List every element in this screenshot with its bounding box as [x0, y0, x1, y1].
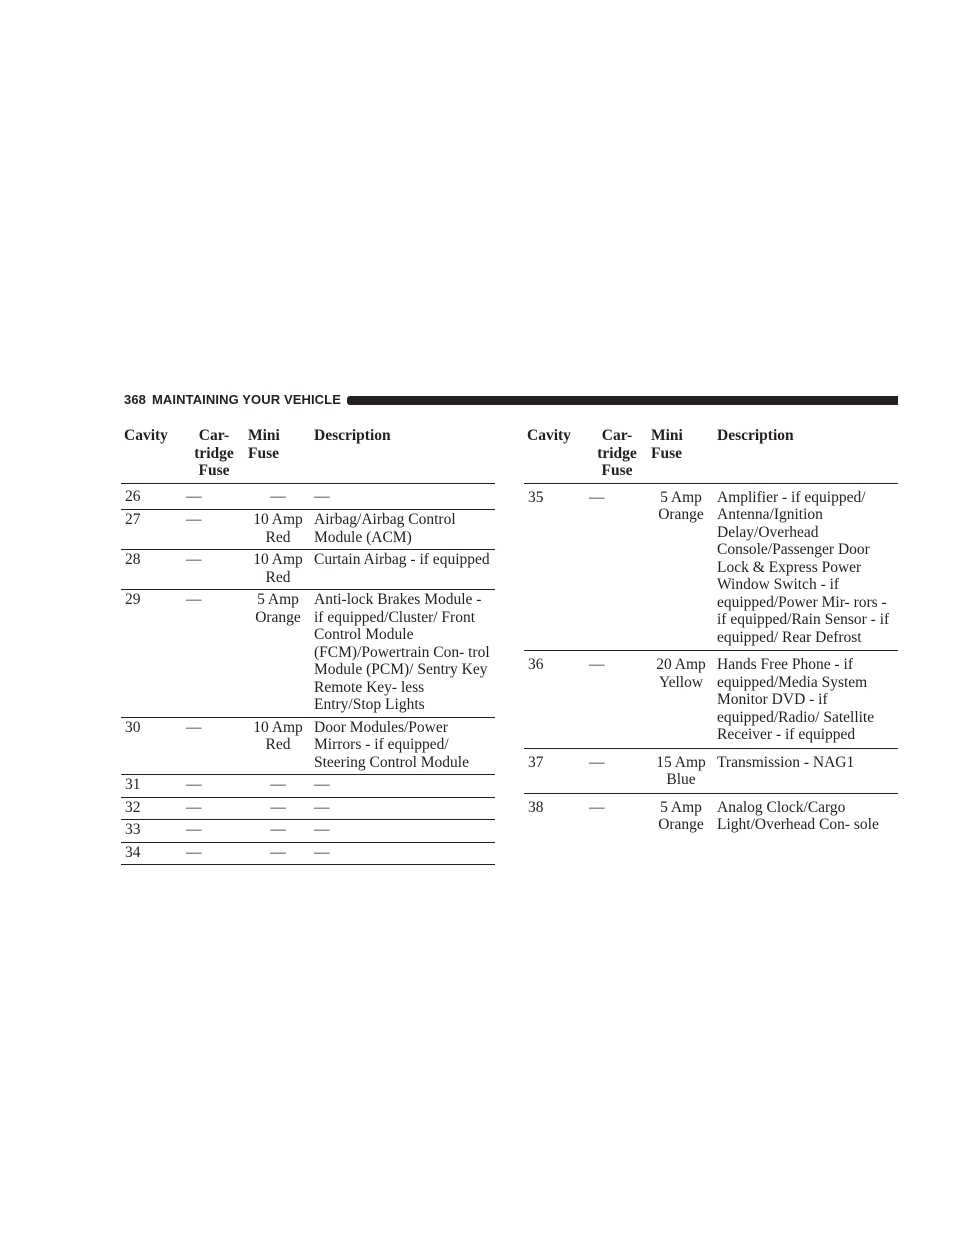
- cartridge-fuse-cell: —: [183, 797, 245, 820]
- cartridge-fuse-cell: —: [183, 483, 245, 510]
- description-cell: Anti-lock Brakes Module - if equipped/Cluster/ Front Control Module (FCM)/Powertrain Con- trol Module (PCM)/ Sentry Key Remote Key- less Entry/Stop Lights: [311, 590, 495, 718]
- cavity-cell: 30: [121, 717, 183, 775]
- table-row: [524, 651, 898, 749]
- cavity-cell: 34: [121, 842, 183, 865]
- mini-fuse-cell: 10 Amp Red: [245, 550, 311, 590]
- table-row: [524, 793, 898, 838]
- mini-fuse-cell: —: [245, 797, 311, 820]
- table-header-row: [121, 424, 495, 483]
- cavity-cell: 33: [121, 820, 183, 843]
- description-cell: Analog Clock/Cargo Light/Overhead Con- sole: [717, 798, 879, 833]
- cartridge-fuse-cell: —: [183, 820, 245, 843]
- section-title: MAINTAINING YOUR VEHICLE: [152, 392, 341, 407]
- description-cell: Curtain Airbag - if equipped: [311, 550, 495, 590]
- col-header-cartridge-fuse: Car- tridge Fuse: [183, 424, 245, 483]
- description-cell: —: [311, 842, 495, 865]
- description-cell: —: [311, 820, 495, 843]
- cavity-cell: 28: [121, 550, 183, 590]
- col-header-mini-fuse: Mini Fuse: [245, 424, 311, 483]
- mini-fuse-cell: —: [245, 775, 311, 798]
- mini-fuse-cell: —: [245, 842, 311, 865]
- description-cell: —: [311, 797, 495, 820]
- cartridge-fuse-cell: —: [586, 748, 648, 793]
- col-header-description: Description: [311, 424, 495, 483]
- header-rule-bar: [347, 396, 898, 405]
- description-cell: —: [311, 775, 495, 798]
- col-header-mini-fuse: Mini Fuse: [648, 424, 714, 483]
- table-row: [121, 483, 495, 510]
- mini-fuse-cell: 5 Amp Orange: [245, 590, 311, 718]
- cavity-cell: 35: [524, 483, 586, 651]
- page-header: [124, 391, 898, 409]
- mini-fuse-cell: —: [245, 820, 311, 843]
- cavity-cell: 36: [524, 651, 586, 749]
- cartridge-fuse-cell: —: [183, 550, 245, 590]
- cavity-cell: 27: [121, 510, 183, 550]
- col-header-cartridge-fuse: Car- tridge Fuse: [586, 424, 648, 483]
- cartridge-fuse-cell: —: [183, 842, 245, 865]
- cavity-cell: 38: [528, 798, 544, 816]
- description-cell: Door Modules/Power Mirrors - if equipped/ Steering Control Module: [311, 717, 495, 775]
- table-row: [121, 590, 495, 718]
- table-row: [121, 842, 495, 865]
- cartridge-fuse-cell: —: [183, 775, 245, 798]
- col-header-cavity: Cavity: [524, 424, 586, 483]
- table-row: [121, 797, 495, 820]
- table-row: [121, 550, 495, 590]
- cavity-cell: 37: [524, 748, 586, 793]
- table-row: [121, 775, 495, 798]
- mini-fuse-cell: 10 Amp Red: [245, 510, 311, 550]
- description-cell: Amplifier - if equipped/ Antenna/Ignition Delay/Overhead Console/Passenger Door Lock & Express Power Window Switch - if equipped/Power Mir- rors - if equipped/Rain Sensor - if equipped/ Rear Defrost: [714, 483, 898, 651]
- cartridge-fuse-cell: —: [183, 510, 245, 550]
- description-cell: Hands Free Phone - if equipped/Media System Monitor DVD - if equipped/Radio/ Satellite Receiver - if equipped: [714, 651, 898, 749]
- cartridge-fuse-cell: —: [586, 483, 648, 651]
- table-header-row: [524, 424, 898, 483]
- page-number: 368: [124, 392, 146, 407]
- fuse-table-right: [524, 424, 898, 838]
- mini-fuse-cell: 5 Amp Orange: [658, 798, 704, 833]
- mini-fuse-cell: —: [245, 483, 311, 510]
- cavity-cell: 32: [121, 797, 183, 820]
- table-row: [121, 717, 495, 775]
- mini-fuse-cell: 10 Amp Red: [245, 717, 311, 775]
- table-row: [121, 820, 495, 843]
- cavity-cell: 31: [121, 775, 183, 798]
- cartridge-fuse-cell: —: [183, 590, 245, 718]
- col-header-cavity: Cavity: [121, 424, 183, 483]
- cavity-cell: 26: [121, 483, 183, 510]
- mini-fuse-cell: 15 Amp Blue: [648, 748, 714, 793]
- table-row: [524, 483, 898, 651]
- cartridge-fuse-cell: —: [589, 798, 605, 816]
- mini-fuse-cell: 5 Amp Orange: [648, 483, 714, 651]
- fuse-table-left: [121, 424, 495, 865]
- table-row: [121, 510, 495, 550]
- cartridge-fuse-cell: —: [586, 651, 648, 749]
- mini-fuse-cell: 20 Amp Yellow: [648, 651, 714, 749]
- table-row: [524, 748, 898, 793]
- description-cell: Airbag/Airbag Control Module (ACM): [311, 510, 495, 550]
- description-cell: —: [311, 483, 495, 510]
- col-header-description: Description: [714, 424, 898, 483]
- description-cell: Transmission - NAG1: [714, 748, 898, 793]
- cavity-cell: 29: [121, 590, 183, 718]
- cartridge-fuse-cell: —: [183, 717, 245, 775]
